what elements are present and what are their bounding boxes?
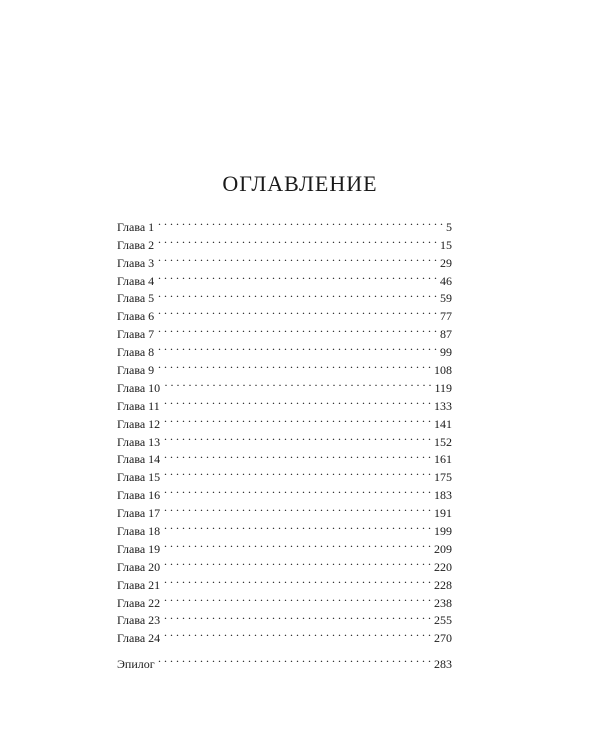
- leader-dots: [163, 392, 431, 410]
- toc-entry: [117, 302, 452, 324]
- toc-entry-label: Глава 3: [117, 255, 155, 270]
- toc-entry: [117, 553, 452, 574]
- toc-entry: [117, 463, 452, 485]
- toc-entry-page: 77: [440, 309, 452, 324]
- leader-dots: [157, 249, 437, 267]
- toc-entry-label: Глава 21: [117, 577, 161, 592]
- toc-entry-page: 59: [440, 291, 452, 306]
- leader-dots: [163, 589, 431, 607]
- leader-dots: [163, 517, 431, 535]
- leader-dots: [163, 607, 431, 625]
- leader-dots: [158, 650, 431, 668]
- toc-entry-label: Глава 24: [117, 631, 161, 646]
- toc-entry-label: Глава 6: [117, 309, 155, 324]
- toc-entry: [117, 589, 452, 610]
- leader-dots: [157, 213, 443, 231]
- leader-dots: [163, 535, 431, 553]
- toc-entry-label: Глава 4: [117, 273, 155, 288]
- toc-entry-label: Глава 12: [117, 416, 161, 431]
- toc-entry: [117, 320, 452, 342]
- toc-entry: [117, 571, 452, 592]
- leader-dots: [157, 320, 437, 338]
- leader-dots: [157, 285, 437, 303]
- toc-entry: [117, 607, 452, 628]
- leader-dots: [157, 356, 431, 374]
- toc-entry: [117, 481, 452, 503]
- toc-entry-page: 209: [434, 541, 452, 556]
- toc-entry: [117, 535, 452, 556]
- toc-entry-label: Глава 10: [117, 380, 161, 395]
- toc-entry-page: 199: [434, 524, 452, 539]
- toc-entry-page: 87: [440, 327, 452, 342]
- leader-dots: [163, 481, 431, 499]
- toc-entry-page: 108: [434, 363, 452, 378]
- toc-entry-page: 191: [434, 506, 452, 521]
- toc-entry-label: Глава 15: [117, 470, 161, 485]
- toc-entry-page: 238: [434, 595, 452, 610]
- toc-entry: [117, 374, 452, 395]
- toc-entry-label: Глава 20: [117, 559, 161, 574]
- toc-entry-label: Глава 9: [117, 363, 155, 378]
- toc-entry-page: 220: [434, 559, 452, 574]
- leader-dots: [163, 463, 431, 481]
- toc-entry-label: Глава 17: [117, 506, 161, 521]
- toc-entry-label: Глава 22: [117, 595, 161, 610]
- toc-entry-epilogue: [117, 650, 452, 671]
- toc-entry: [117, 624, 452, 646]
- toc-entry-label: Глава 5: [117, 291, 155, 306]
- toc-entry-label: Глава 11: [117, 398, 160, 413]
- toc-entry-page: 29: [440, 255, 452, 270]
- toc-entry-page: 283: [434, 656, 452, 671]
- leader-dots: [163, 428, 431, 446]
- toc-entry-page: 255: [434, 613, 452, 628]
- toc-entry: [117, 267, 452, 288]
- toc-entry-label: Глава 23: [117, 613, 161, 628]
- toc-entry-page: 270: [434, 631, 452, 646]
- leader-dots: [157, 338, 437, 356]
- toc-entry-page: 141: [434, 416, 452, 431]
- toc-entry-label: Глава 16: [117, 488, 161, 503]
- toc-entry-label: Глава 14: [117, 452, 161, 467]
- toc-entry-page: 5: [446, 219, 452, 234]
- toc-entry-page: 46: [440, 273, 452, 288]
- toc-entry-label: Глава 18: [117, 524, 161, 539]
- toc-entry: [117, 285, 452, 306]
- leader-dots: [157, 267, 437, 285]
- toc-entry: [117, 446, 452, 467]
- toc-entry: [117, 249, 452, 270]
- leader-dots: [157, 302, 437, 320]
- toc-entry-page: 228: [434, 577, 452, 592]
- toc-entry-page: 183: [434, 488, 452, 503]
- leader-dots: [163, 571, 431, 589]
- toc-entry-label: Глава 1: [117, 219, 155, 234]
- toc-entry-page: 152: [434, 434, 452, 449]
- toc-entry: [117, 517, 452, 539]
- toc-entry: [117, 428, 452, 449]
- toc-entry-label: Глава 13: [117, 434, 161, 449]
- toc-entry-label: Глава 19: [117, 541, 161, 556]
- toc-entry-page: 119: [434, 380, 452, 395]
- toc-entry: [117, 392, 452, 413]
- toc-entry-page: 99: [440, 345, 452, 360]
- page-title: ОГЛАВЛЕНИЕ: [222, 171, 378, 196]
- toc-entry-label: Эпилог: [117, 656, 155, 671]
- toc-entry: [117, 231, 452, 252]
- toc-entry: [117, 338, 452, 360]
- toc-entry: [117, 499, 452, 521]
- toc-entry: [117, 213, 452, 234]
- toc-entry: [117, 356, 452, 378]
- leader-dots: [157, 231, 437, 249]
- toc-entry-label: Глава 2: [117, 237, 155, 252]
- toc-list: [117, 213, 452, 646]
- leader-dots: [163, 553, 431, 571]
- toc-entry-page: 161: [434, 452, 452, 467]
- leader-dots: [163, 410, 431, 428]
- leader-dots: [163, 446, 431, 464]
- toc-entry: [117, 410, 452, 431]
- toc-entry-page: 133: [434, 398, 452, 413]
- leader-dots: [163, 374, 431, 392]
- toc-entry-label: Глава 8: [117, 345, 155, 360]
- leader-dots: [163, 499, 431, 517]
- toc-entry-page: 15: [440, 237, 452, 252]
- toc-entry-page: 175: [434, 470, 452, 485]
- leader-dots: [163, 624, 431, 642]
- toc-entry-label: Глава 7: [117, 327, 155, 342]
